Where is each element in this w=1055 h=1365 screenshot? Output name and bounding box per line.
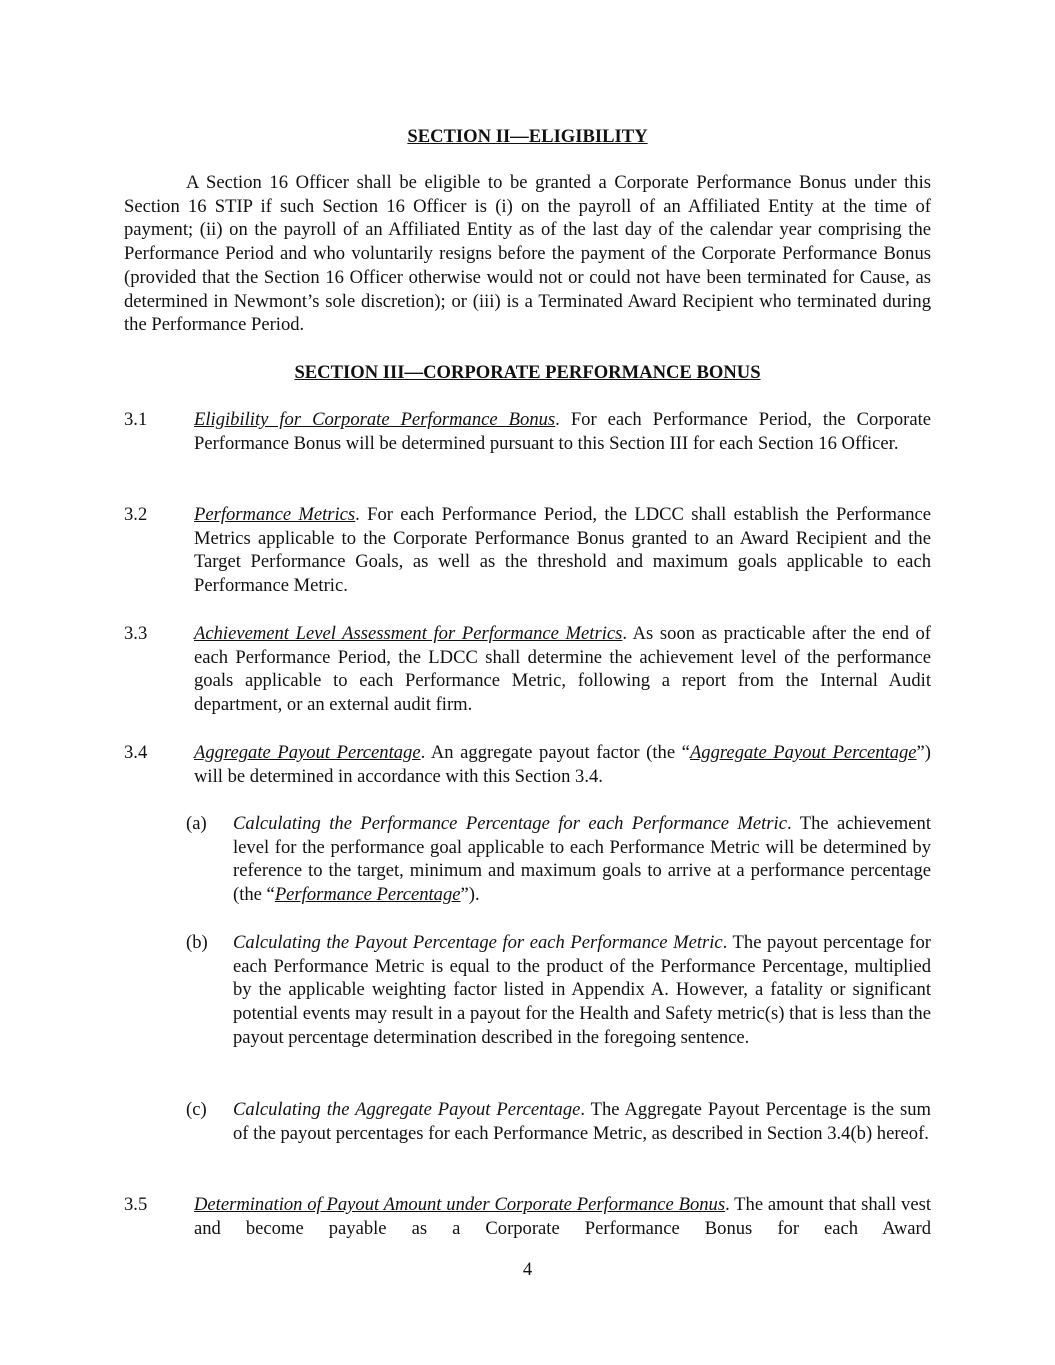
subitem-body (233, 931, 931, 1050)
item-body (194, 503, 931, 598)
defined-term: Performance Percentage (274, 884, 461, 906)
item-text: . The amount that shall vest and become payable as a Corporate Performance Bonus for each Award (194, 1194, 931, 1239)
item-number: 3.1 (124, 409, 148, 430)
section-2-heading: SECTION II—ELIGIBILITY (407, 126, 648, 147)
item-number: 3.4 (124, 742, 148, 763)
item-title: Achievement Level Assessment for Performance Metrics (194, 623, 623, 644)
item-title: Aggregate Payout Percentage (194, 742, 421, 763)
subitem-label: (a) (186, 813, 207, 834)
subitem-title: Calculating the Aggregate Payout Percentage (233, 1099, 581, 1120)
item-title: Performance Metrics (194, 504, 356, 525)
item-text: . As soon as practicable after the end of each Performance Period, the LDCC shall determine the achievement level of the performance goals applicable to each Performance Metric, following a report from the Internal Audit department, or an external audit firm. (194, 623, 931, 716)
subitem-title: Calculating the Payout Percentage for each Performance Metric (233, 932, 723, 953)
item-number: 3.3 (124, 623, 148, 644)
page-number: 4 (522, 1259, 533, 1280)
subitem-text: ”). (460, 884, 480, 906)
item-body (194, 741, 931, 788)
item-body (194, 408, 931, 455)
section-2-paragraph: A Section 16 Officer shall be eligible to be granted a Corporate Performance Bonus under this Section 16 STIP if such Section 16 Officer is (i) on the payroll of an Affiliated Entity at the time of payment; (ii) on the payroll of an Affiliated Entity as of the last day of the calendar year comprising the Performance Period and who voluntarily resigns before the payment of the Corporate Performance Bonus (provided that the Section 16 Officer otherwise would not or could not have been terminated for Cause, as determined in Newmont’s sole discretion); or (iii) is a Terminated Award Recipient who terminated during the Performance Period. (124, 172, 931, 336)
item-body (194, 622, 931, 717)
defined-term: Aggregate Payout Percentage (689, 742, 917, 763)
subitem-body (233, 812, 931, 907)
subitem-text: . The achievement level for the performance goal applicable to each Performance Metric will be determined by reference to the target, minimum and maximum goals to arrive at a performance percentage (the “ (233, 813, 931, 906)
item-title: Eligibility for Corporate Performance Bonus (194, 409, 556, 430)
subitem-text: . The Aggregate Payout Percentage is the sum of the payout percentages for each Performance Metric, as described in Section 3.4(b) hereof. (233, 1099, 931, 1144)
item-text: . For each Performance Period, the LDCC shall establish the Performance Metrics applicable to the Corporate Performance Bonus granted to an Award Recipient and the Target Performance Goals, as well as the threshold and maximum goals applicable to each Performance Metric. (194, 504, 931, 597)
item-number: 3.5 (124, 1194, 148, 1215)
item-text: . For each Performance Period, the Corporate Performance Bonus will be determined pursuant to this Section III for each Section 16 Officer. (194, 409, 931, 454)
subitem-body (233, 1098, 931, 1145)
subitem-label: (c) (186, 1099, 207, 1120)
item-text: . An aggregate payout factor (the “ (420, 742, 690, 763)
section-3-heading: SECTION III—CORPORATE PERFORMANCE BONUS (294, 362, 761, 383)
subitem-label: (b) (186, 932, 208, 953)
item-number: 3.2 (124, 504, 148, 525)
item-title: Determination of Payout Amount under Corporate Performance Bonus (194, 1194, 726, 1215)
subitem-title: Calculating the Performance Percentage for each Performance Metric (233, 813, 787, 834)
subitem-text: . The payout percentage for each Performance Metric is equal to the product of the Performance Percentage, multiplied by the applicable weighting factor listed in Appendix A. However, a fatality or significant potential events may result in a payout for the Health and Safety metric(s) that is less than the payout percentage determination described in the foregoing sentence. (233, 932, 931, 1048)
item-text: ”) will be determined in accordance with this Section 3.4. (194, 742, 931, 787)
item-body (194, 1193, 931, 1240)
